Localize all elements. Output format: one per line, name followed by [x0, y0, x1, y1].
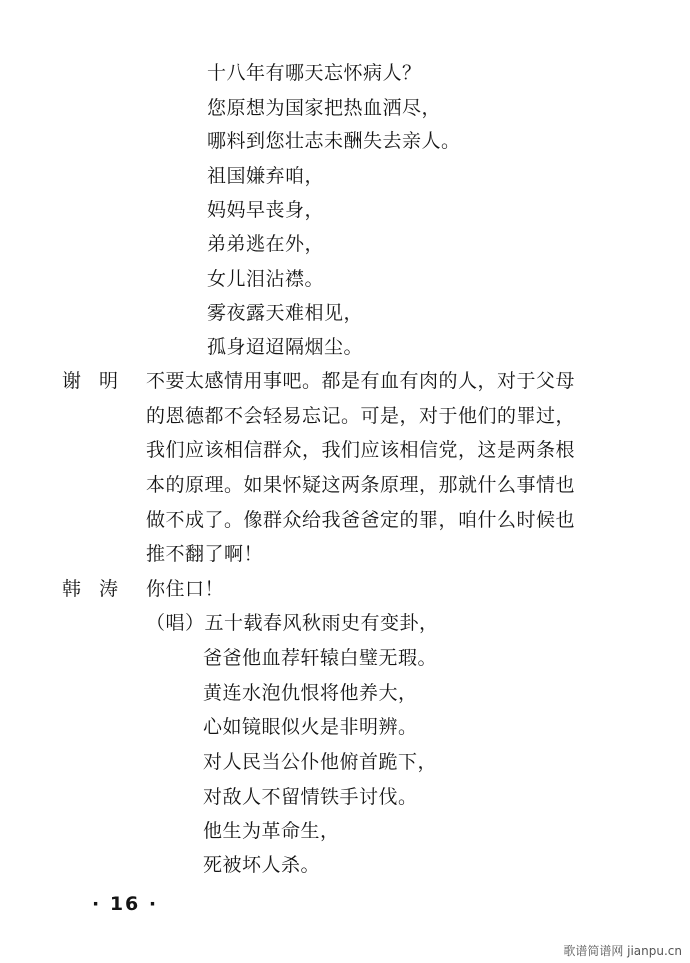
verse-line: 死被坏人杀。 [203, 854, 321, 876]
verse-line: 祖国嫌弃咱， [207, 165, 325, 187]
verse-line: 妈妈早丧身， [207, 199, 325, 221]
verse-line: 黄连水泡仇恨将他养大， [203, 682, 418, 704]
dialogue-line: 不要太感情用事吧。都是有血有肉的人，对于父母 [146, 370, 576, 392]
verse-line: 雾夜露天难相见， [207, 302, 364, 324]
verse-line: 您原想为国家把热血洒尽， [207, 97, 442, 119]
verse-line: 心如镜眼似火是非明辨。 [203, 716, 418, 738]
speaker-han-tao [62, 576, 118, 602]
verse-line: 对敌人不留情铁手讨伐。 [203, 786, 418, 808]
verse-line: 十八年有哪天忘怀病人？ [207, 62, 422, 84]
verse-line: 弟弟逃在外， [207, 233, 325, 255]
sing-text: 五十载春风秋雨史有变卦， [204, 612, 439, 634]
sing-label: （唱） [146, 612, 205, 634]
verse-line: 他生为革命生， [203, 820, 340, 842]
watermark: 歌谱简谱网 jianpu.cn [563, 944, 682, 958]
speaker-char: 明 [99, 370, 119, 392]
verse-line: 孤身迢迢隔烟尘。 [207, 336, 364, 358]
verse-line: 女儿泪沾襟。 [207, 268, 325, 290]
verse-line: 哪料到您壮志未酬失去亲人。 [207, 130, 461, 152]
verse-line: 对人民当公仆他俯首跪下， [203, 751, 438, 773]
dialogue-line: 的恩德都不会轻易忘记。可是，对于他们的罪过， [146, 405, 576, 427]
dialogue-line: 我们应该相信群众，我们应该相信党，这是两条根 [146, 439, 576, 461]
dialogue-line: 你住口！ [146, 578, 225, 600]
speaker-char: 韩 [62, 578, 82, 600]
dialogue-line: 做不成了。像群众给我爸爸定的罪，咱什么时候也 [146, 509, 576, 531]
dialogue-line: 本的原理。如果怀疑这两条原理，那就什么事情也 [146, 474, 576, 496]
dialogue-line: 推不翻了啊！ [146, 543, 264, 565]
sing-line [146, 610, 439, 636]
speaker-xie-ming [62, 368, 118, 394]
page-number: · 16 · [92, 893, 159, 915]
speaker-char: 谢 [62, 370, 82, 392]
verse-line: 爸爸他血荐轩辕白璧无瑕。 [203, 647, 438, 669]
speaker-char: 涛 [99, 578, 119, 600]
